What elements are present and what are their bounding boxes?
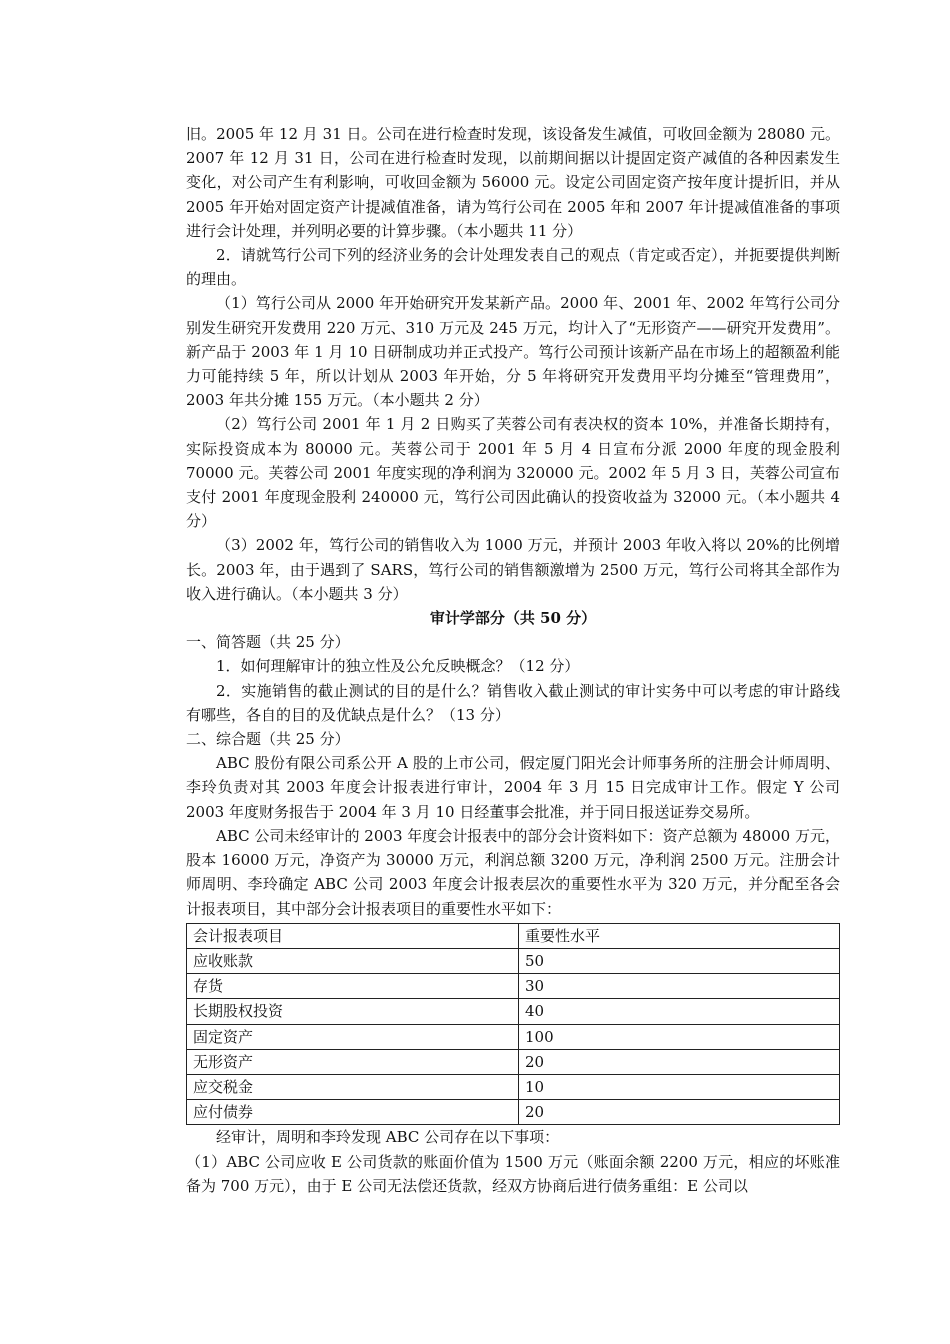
table-cell-value: 40 <box>519 999 840 1024</box>
document-body <box>186 122 840 1198</box>
table-cell-item: 无形资产 <box>187 1049 519 1074</box>
table-cell-value: 50 <box>519 948 840 973</box>
table-header-cell: 会计报表项目 <box>187 923 519 948</box>
finding-item-1: （1）ABC 公司应收 E 公司货款的账面价值为 1500 万元（账面余额 2200 万元，相应的坏账准备为 700 万元），由于 E 公司无法偿还货款，经双方协商后进行债务重组：E 公司以 <box>186 1152 840 1195</box>
table-cell-item: 应交税金 <box>187 1074 519 1099</box>
case-paragraph-2: ABC 公司未经审计的 2003 年度会计报表中的部分会计资料如下：资产总额为 48000 万元，股本 16000 万元，净资产为 30000 万元，利润总额 3200 万元，净利润 2500 万元。注册会计师周明、李玲确定 ABC 公司 2003 年度会计报表层次的重要性水平为 320 万元，并分配至各会计报表项目，其中部分会计报表项目的重要性水平如下： <box>186 826 840 918</box>
question-2-item-2: （2）笃行公司 2001 年 1 月 2 日购买了芙蓉公司有表决权的资本 10%，并准备长期持有，实际投资成本为 80000 元。芙蓉公司于 2001 年 5 月 4 日宣布分派 2000 年度的现金股利 70000 元。芙蓉公司 2001 年度实现的净利润为 320000 元。2002 年 5 月 3 日，芙蓉公司宣布支付 2001 年度现金股利 240000 元，笃行公司因此确认的投资收益为 32000 元。（本小题共 4 分） <box>186 415 840 531</box>
table-header-row <box>187 923 840 948</box>
table-cell-item: 应收账款 <box>187 948 519 973</box>
table-cell-item: 长期股权投资 <box>187 999 519 1024</box>
table-row <box>187 999 840 1024</box>
table-row <box>187 1100 840 1125</box>
section1-heading: 一、简答题（共 25 分） <box>186 633 350 652</box>
paragraph-continued: 旧。2005 年 12 月 31 日。公司在进行检查时发现，该设备发生减值，可收回金额为 28080 元。2007 年 12 月 31 日，公司在进行检查时发现，以前期间据以计提固定资产减值的各种因素发生变化，对公司产生有利影响，可收回金额为 56000 元。设定公司固定资产按年度计提折旧，并从 2005 年开始对固定资产计提减值准备，请为笃行公司在 2005 年和 2007 年计提减值准备的事项进行会计处理，并列明必要的计算步骤。（本小题共 11 分） <box>186 125 840 240</box>
table-row <box>187 1074 840 1099</box>
table-cell-value: 20 <box>519 1049 840 1074</box>
short-question-1: 1．如何理解审计的独立性及公允反映概念？（12 分） <box>216 657 580 676</box>
table-cell-value: 30 <box>519 974 840 999</box>
audit-section-title: 审计学部分（共 50 分） <box>429 609 597 628</box>
materiality-table <box>186 923 840 1126</box>
question-2: 2．请就笃行公司下列的经济业务的会计处理发表自己的观点（肯定或否定），并扼要提供判断的理由。 <box>186 246 840 289</box>
table-cell-item: 固定资产 <box>187 1024 519 1049</box>
section2-heading: 二、综合题（共 25 分） <box>186 730 350 749</box>
table-cell-item: 应付债券 <box>187 1100 519 1125</box>
question-2-item-3: （3）2002 年，笃行公司的销售收入为 1000 万元，并预计 2003 年收入将以 20%的比例增长。2003 年，由于遇到了 SARS，笃行公司的销售额激增为 2500 万元，笃行公司将其全部作为收入进行确认。（本小题共 3 分） <box>186 536 840 603</box>
table-cell-item: 存货 <box>187 974 519 999</box>
table-row <box>187 948 840 973</box>
table-header-cell: 重要性水平 <box>519 923 840 948</box>
after-table-paragraph: 经审计，周明和李玲发现 ABC 公司存在以下事项： <box>216 1128 560 1147</box>
question-2-item-1: （1）笃行公司从 2000 年开始研究开发某新产品。2000 年、2001 年、2002 年笃行公司分别发生研究开发费用 220 万元、310 万元及 245 万元，均计入了“无形资产——研究开发费用”。新产品于 2003 年 1 月 10 日研制成功并正式投产。笃行公司预计该新产品在市场上的超额盈利能力可能持续 5 年，所以计划从 2003 年开始，分 5 年将研究开发费用平均分摊至“管理费用”，2003 年共分摊 155 万元。（本小题共 2 分） <box>186 294 840 410</box>
table-cell-value: 10 <box>519 1074 840 1099</box>
table-cell-value: 20 <box>519 1100 840 1125</box>
table-row <box>187 1024 840 1049</box>
case-paragraph-1: ABC 股份有限公司系公开 A 股的上市公司，假定厦门阳光会计师事务所的注册会计师周明、李玲负责对其 2003 年度会计报表进行审计，2004 年 3 月 15 日完成审计工作。假定 Y 公司 2003 年度财务报告于 2004 年 3 月 10 日经董事会批准，并于同日报送证券交易所。 <box>186 754 840 821</box>
short-question-2: 2．实施销售的截止测试的目的是什么？销售收入截止测试的审计实务中可以考虑的审计路线有哪些，各自的目的及优缺点是什么？（13 分） <box>186 681 840 724</box>
table-row <box>187 1049 840 1074</box>
table-row <box>187 974 840 999</box>
table-cell-value: 100 <box>519 1024 840 1049</box>
